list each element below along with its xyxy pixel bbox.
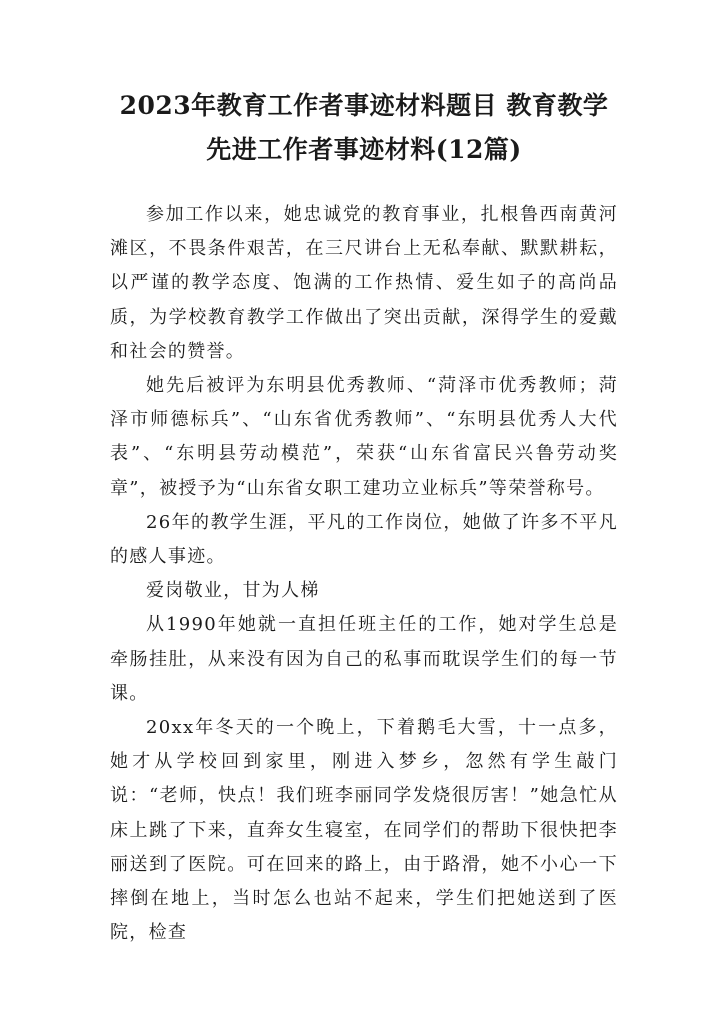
paragraph: 她先后被评为东明县优秀教师、“菏泽市优秀教师；菏泽市师德标兵”、“山东省优秀教师”、“东明县优秀人大代表”、“东明县劳动模范”，荣获“山东省富民兴鲁劳动奖章”，被授予为“山东省女职工建功立业标兵”等荣誉称号。 bbox=[110, 375, 618, 499]
paragraph: 参加工作以来，她忠诚党的教育事业，扎根鲁西南黄河滩区，不畏条件艰苦，在三尺讲台上无私奉献、默默耕耘，以严谨的教学态度、饱满的工作热情、爱生如子的高尚品质，为学校教育教学工作做出了突出贡献，深得学生的爱戴和社会的赞誉。 bbox=[110, 204, 618, 362]
paragraph: 从1990年她就一直担任班主任的工作，她对学生总是牵肠挂肚，从来没有因为自己的私事而耽误学生们的每一节课。 bbox=[110, 614, 618, 704]
title-line-1: 2023年教育工作者事迹材料题目 教育教学 bbox=[119, 91, 609, 120]
title-line-2: 先进工作者事迹材料(12篇) bbox=[206, 135, 522, 164]
document-title bbox=[110, 84, 618, 172]
paragraph: 20xx年冬天的一个晚上，下着鹅毛大雪，十一点多，她才从学校回到家里，刚进入梦乡，忽然有学生敲门说：“老师，快点！我们班李丽同学发烧很厉害！”她急忙从床上跳了下来，直奔女生寝室，在同学们的帮助下很快把李丽送到了医院。可在回来的路上，由于路滑，她不小心一下摔倒在地上，当时怎么也站不起来，学生们把她送到了医院，检查 bbox=[110, 717, 618, 944]
section-heading: 爱岗敬业，甘为人梯 bbox=[146, 580, 320, 602]
document-body bbox=[110, 198, 618, 950]
paragraph: 26年的教学生涯，平凡的工作岗位，她做了许多不平凡的感人事迹。 bbox=[110, 511, 618, 568]
